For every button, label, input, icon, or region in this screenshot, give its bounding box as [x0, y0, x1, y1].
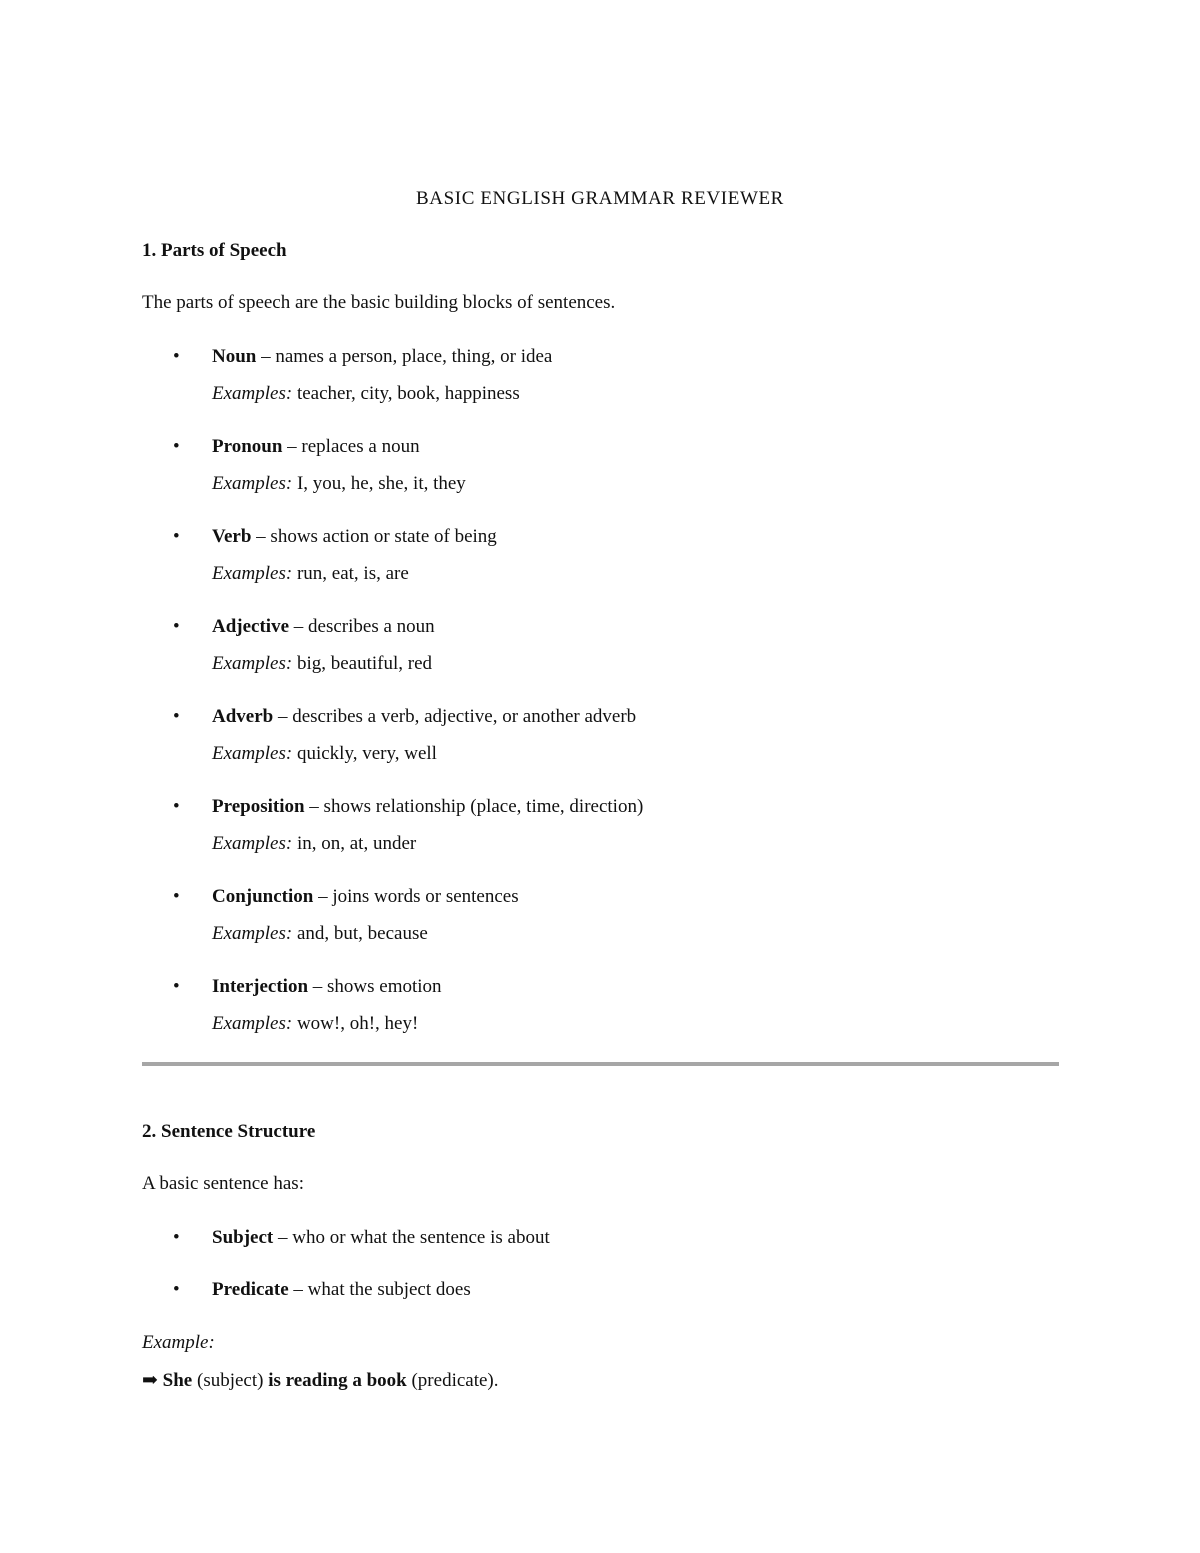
bullet-icon: • — [173, 1279, 180, 1300]
right-arrow-icon: ➡ — [142, 1370, 158, 1391]
bullet-icon: • — [173, 526, 180, 547]
document-page: BASIC ENGLISH GRAMMAR REVIEWER 1. Parts of Speech The parts of speech are the basic building blocks of sentences. • Noun – names a person, place, thing, or idea Examples: teacher, city, book, happiness • Pronoun – replaces a noun Examples: I, you, he, she, it, they • Verb – shows action or state of being Examples: run, eat, is, are • Adjective – describes a noun Examples: big, beautiful, red • Adverb – describes a verb, adjective, or another adverb Examples: quickly, very, well • Preposition – shows relationship (place, time, direction) Examples: in, on, at, under • Conjunction – joins words or sentences Examples: and, but, because • Interjection – shows emotion Examples: wow!, oh!, hey! 2. Sentence Structure A basic sentence has: • Subject – who or what the sentence is about • Predicate – what the subject does Example: ➡ She (subject) is reading a book (predicate). — [0, 0, 1200, 1553]
bullet-icon: • — [173, 346, 180, 367]
bullet-icon: • — [173, 1227, 180, 1248]
example-predicate: is reading a book — [268, 1370, 407, 1391]
example-subject: She — [162, 1370, 193, 1391]
examples: teacher, city, book, happiness — [292, 383, 520, 404]
examples: run, eat, is, are — [292, 563, 409, 584]
definition: shows relationship (place, time, direction) — [323, 796, 644, 817]
bullet-icon: • — [173, 706, 180, 727]
examples-label: Examples: — [212, 653, 293, 674]
term: Preposition — [212, 796, 305, 817]
examples-label: Examples: — [212, 563, 293, 584]
bullet-icon: • — [173, 796, 180, 817]
examples: quickly, very, well — [292, 743, 437, 764]
term: Interjection — [212, 976, 309, 997]
definition: joins words or sentences — [332, 886, 519, 907]
term: Pronoun — [212, 436, 283, 457]
section-intro-parts-of-speech: The parts of speech are the basic building blocks of sentences. — [142, 292, 616, 313]
examples: I, you, he, she, it, they — [292, 473, 466, 494]
definition: who or what the sentence is about — [292, 1227, 550, 1248]
horizontal-divider — [142, 1062, 1059, 1066]
bullet-icon: • — [173, 976, 180, 997]
section-heading-parts-of-speech: 1. Parts of Speech — [142, 240, 287, 261]
definition: names a person, place, thing, or idea — [275, 346, 553, 367]
example-sentence — [142, 1369, 499, 1392]
bullet-icon: • — [173, 436, 180, 457]
example-label: Example: — [142, 1332, 215, 1353]
definition: shows emotion — [327, 976, 442, 997]
bullet-icon: • — [173, 886, 180, 907]
term: Subject — [212, 1227, 274, 1248]
term: Adjective — [212, 616, 290, 637]
document-title: BASIC ENGLISH GRAMMAR REVIEWER — [416, 188, 784, 209]
definition: describes a verb, adjective, or another adverb — [292, 706, 637, 727]
term: Noun — [212, 346, 257, 367]
term: Predicate — [212, 1279, 289, 1300]
section-heading-sentence-structure: 2. Sentence Structure — [142, 1121, 316, 1142]
example-predicate-tag: (predicate). — [411, 1370, 499, 1391]
definition: replaces a noun — [301, 436, 420, 457]
definition: describes a noun — [308, 616, 435, 637]
term: Adverb — [212, 706, 274, 727]
section-intro-sentence-structure: A basic sentence has: — [142, 1173, 304, 1194]
examples: and, but, because — [292, 923, 428, 944]
definition: what the subject does — [307, 1279, 471, 1300]
examples: big, beautiful, red — [292, 653, 433, 674]
examples-label: Examples: — [212, 1013, 293, 1034]
definition: shows action or state of being — [270, 526, 497, 547]
term: Verb — [212, 526, 252, 547]
examples: in, on, at, under — [292, 833, 417, 854]
examples-label: Examples: — [212, 833, 293, 854]
examples-label: Examples: — [212, 923, 293, 944]
examples: wow!, oh!, hey! — [292, 1013, 419, 1034]
bullet-icon: • — [173, 616, 180, 637]
example-subject-tag: (subject) — [197, 1370, 264, 1391]
examples-label: Examples: — [212, 743, 293, 764]
examples-label: Examples: — [212, 383, 293, 404]
term: Conjunction — [212, 886, 314, 907]
examples-label: Examples: — [212, 473, 293, 494]
